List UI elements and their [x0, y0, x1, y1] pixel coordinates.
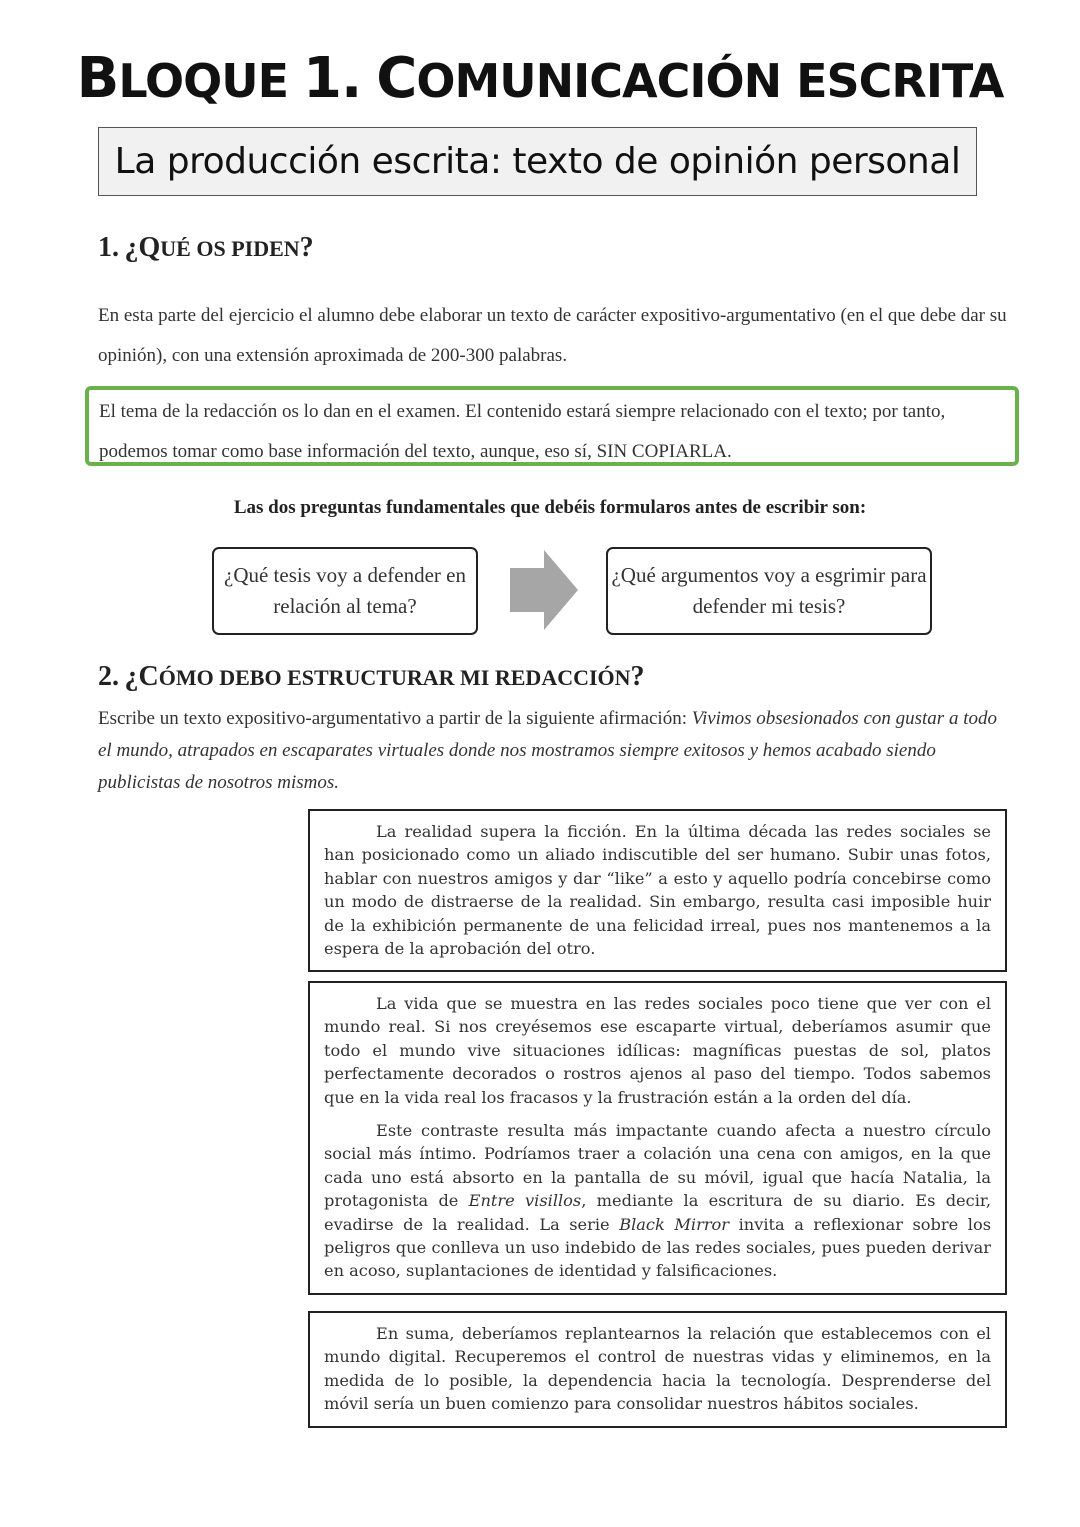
section-2-prompt: Escribe un texto expositivo-argumentativo a partir de la siguiente afirmación: Vivimos obsesionados con gustar a todo el mundo, atrapados en escaparates virtuales donde nos mostramos siempre exitosos y hemos acabado siendo publicistas de nosotros mismos.: [98, 708, 997, 793]
essay-body-box: [308, 981, 1007, 1295]
arrow-right-icon: [508, 550, 580, 630]
page-title: BLOQUE 1. COMUNICACIÓN ESCRITA: [76, 46, 1004, 111]
essay-conclusion: En suma, deberíamos replantearnos la relación que establecemos con el mundo digital. Recuperemos el control de nuestras vidas y eliminemos, en la medida de lo posible, la dependencia hacia la tecnología. Desprenderse del móvil sería un buen comienzo para consolidar nuestros hábitos sociales.: [324, 1324, 991, 1414]
essay-introduction-box: [308, 809, 1007, 972]
section-1-paragraph: En esta parte del ejercicio el alumno debe elaborar un texto de carácter expositivo-argumentativo (en el que debe dar su opinión), con una extensión aproximada de 200-300 palabras.: [98, 305, 1007, 366]
book-title: Entre visillos: [468, 1191, 582, 1211]
essay-conclusion-box: [308, 1311, 1007, 1428]
essay-body-paragraph-1: La vida que se muestra en las redes sociales poco tiene que ver con el mundo real. Si nos creyésemos ese escaparte virtual, deberíamos asumir que todo el mundo vive situaciones idílicas: magníficas puestas de sol, platos perfectamente decorados o rostros ajenos al paso del tiempo. Todos sabemos que en la vida real los fracasos y la frustración están a la orden del día.: [324, 994, 991, 1107]
thesis-question-box: ¿Qué tesis voy a defender en relación al tema?: [212, 547, 478, 635]
prompt-quote: Vivimos obsesionados con gustar a todo el mundo, atrapados en escaparates virtuales donde nos mostramos siempre exitosos y hemos acabado siendo publicistas de nosotros mismos.: [98, 708, 997, 793]
exam-topic-note: El tema de la redacción os lo dan en el examen. El contenido estará siempre relacionado con el texto; por tanto, podemos tomar como base información del texto, aunque, eso sí, SIN COPIARLA.: [85, 386, 1019, 466]
essay-body-paragraph-2: Este contraste resulta más impactante cuando afecta a nuestro círculo social más íntimo. Podríamos traer a colación una cena con amigos, en la que cada uno está absorto en la pantalla de su móvil, igual que hacía Natalia, la protagonista de Entre visillos, mediante la escritura de su diario. Es decir, evadirse de la realidad. La serie Black Mirror invita a reflexionar sobre los peligros que conlleva un uso indebido de las redes sociales, pues pueden derivar en acoso, suplantaciones de identidad y falsificaciones.: [324, 1121, 992, 1281]
subtitle: La producción escrita: texto de opinión personal: [114, 141, 961, 182]
subtitle-box: [98, 127, 977, 196]
series-title: Black Mirror: [619, 1214, 730, 1234]
arguments-question-box: ¿Qué argumentos voy a esgrimir para defender mi tesis?: [606, 547, 932, 635]
essay-introduction: La realidad supera la ficción. En la última década las redes sociales se han posicionado como un aliado indiscutible del ser humano. Subir unas fotos, hablar con nuestros amigos y dar “like” a esto y aquello podría concebirse como un modo de distraerse de la realidad. Sin embargo, resulta casi imposible huir de la exhibición permanente de una felicidad irreal, pues nos mantenemos a la espera de la aprobación del otro.: [324, 822, 991, 959]
section-1-heading: 1. ¿QUÉ OS PIDEN?: [98, 232, 314, 263]
questions-intro: Las dos preguntas fundamentales que debéis formularos antes de escribir son:: [233, 497, 867, 518]
section-2-heading: 2. ¿CÓMO DEBO ESTRUCTURAR MI REDACCIÓN?: [98, 661, 645, 692]
